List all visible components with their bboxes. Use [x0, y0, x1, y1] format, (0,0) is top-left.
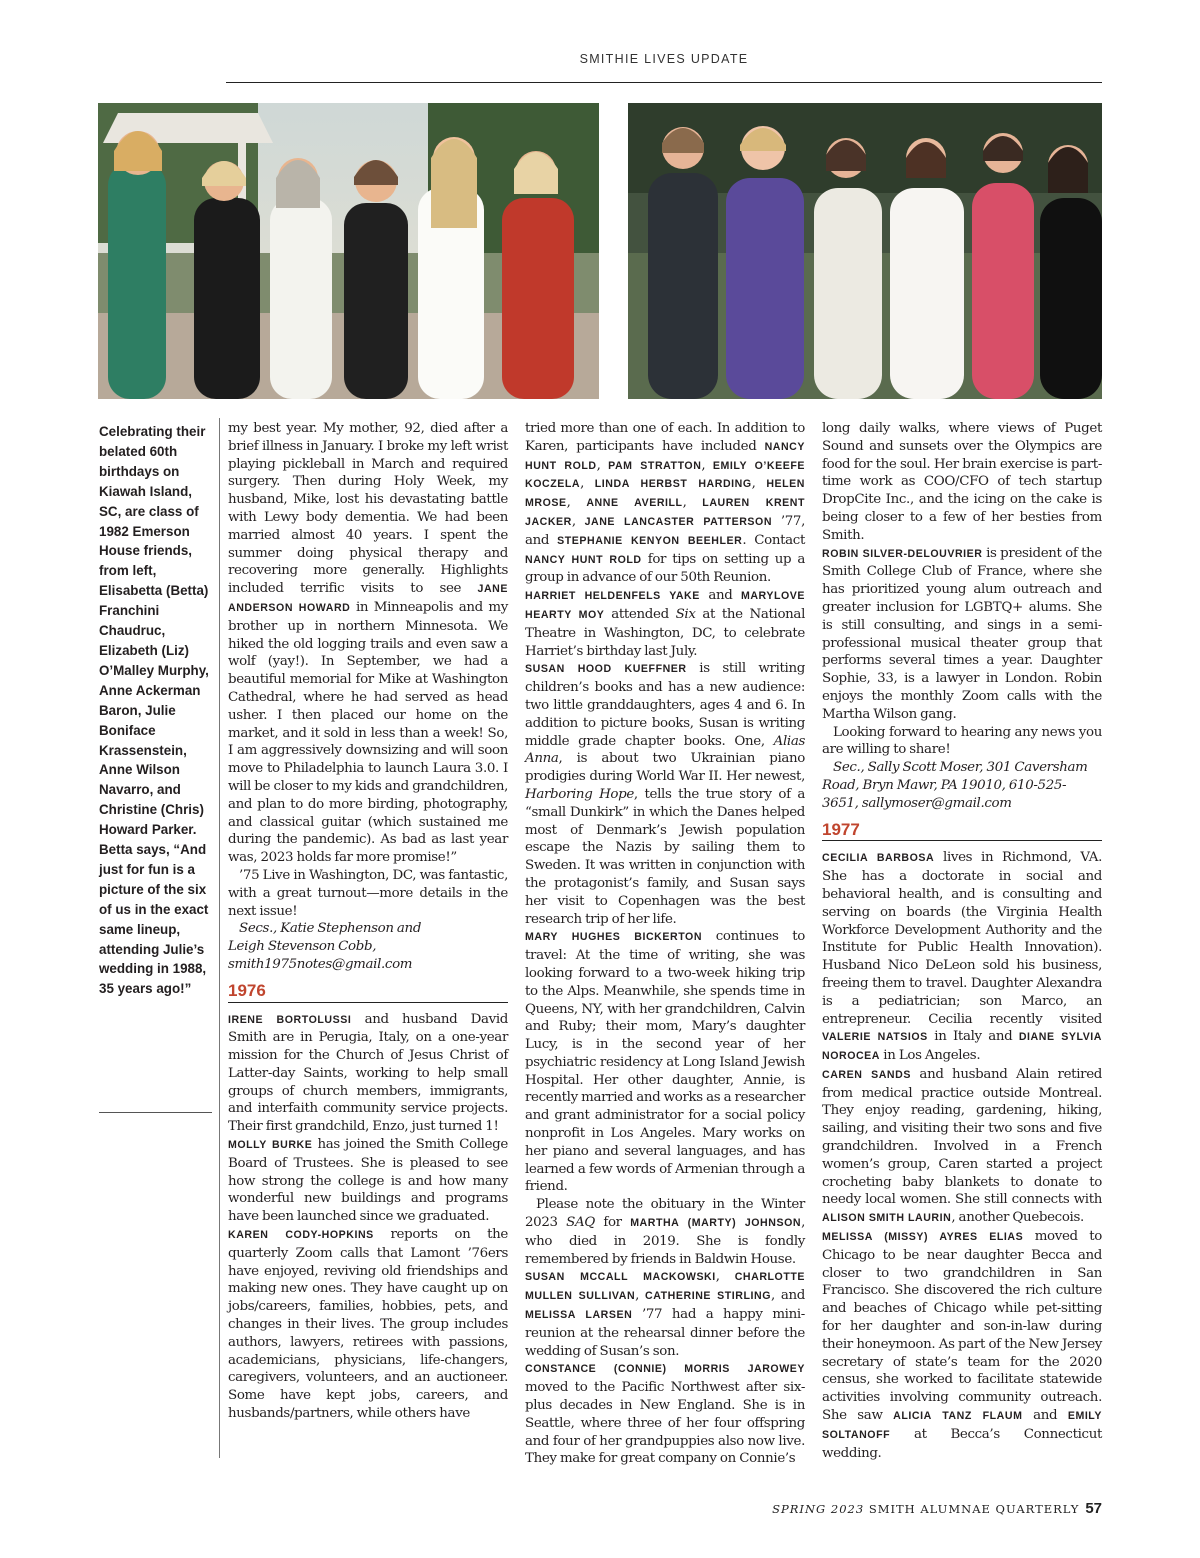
alum-name: MARTHA (MARTY) JOHNSON [630, 1217, 802, 1230]
text-run: . Contact [742, 532, 805, 548]
alum-name: EMILY O’KEEFE KOCZELA [525, 459, 805, 491]
section-title: SMITHIE LIVES UPDATE [579, 52, 749, 66]
alum-name: NANCY HUNT ROLD [525, 440, 805, 472]
paragraph [525, 587, 805, 660]
text-run: and husband Alain retired from medical practice outside Montreal. They enjoy reading, gardening, hiking, sailing, and visiting their two sons and five grandchildren. Involved in a French women’s group, Caren started a project crocheting baby blankets to donate to needy local women. She still connects with [822, 1066, 1102, 1208]
text-run: and husband David Smith are in Perugia, Italy, on a one-year mission for the Church of Jesus Christ of Latter-day Saints, working to help small groups of church members, immigrants, and interfaith community service projects. Their first grandchild, Enzo, just turned 1! [228, 1011, 508, 1135]
page-footer [772, 1500, 1102, 1517]
alum-name: ANNE AVERILL [586, 497, 683, 510]
text-run: ’77 had a happy mini-reunion at the rehearsal dinner before the wedding of Susan’s son. [525, 1307, 805, 1359]
title-run: SAQ [566, 1215, 595, 1231]
text-run: Leigh Stevenson Cobb, [228, 939, 377, 955]
text-run: is president of the Smith College Club of France, where she has prioritized young alum outreach and greater inclusion for LGBTQ+ alums. She is still consulting, and sings in a semi-professional musical theater group that performs several times a year. Daughter Sophie, 33, is a lawyer in London. Robin enjoys the monthly Zoom calls with the Martha Wilson gang. [822, 545, 1102, 722]
paragraph [822, 1228, 1102, 1462]
page-number: 57 [1085, 1500, 1102, 1517]
wedding-photo-1988-icon [628, 103, 1102, 399]
text-run: continues to travel: At the time of writing, she was looking forward to a two-week hiking trip to the Alps. Meanwhile, she spends time in Queens, NY, with her grandchildren, Calvin and Ruby; their mom, Mary’s daughter Lucy, is in the second year of her psychiatric residency at Long Island Jewish Hospital. Her other daughter, Annie, is recently married and works as a researcher and grant administrator for a social policy nonprofit in Los Angeles. Mary works on her piano and several languages, and has learned a few words of Armenian through a friend. [525, 929, 805, 1195]
text-run: attended [604, 606, 676, 622]
class-year-heading: 1976 [228, 978, 508, 1003]
alum-name: MOLLY BURKE [228, 1139, 313, 1152]
text-run: , and [771, 1288, 805, 1304]
alum-name: IRENE BORTOLUSSI [228, 1013, 352, 1026]
alum-name: LINDA HERBST HARDING [594, 478, 752, 491]
alum-name: EMILY SOLTANOFF [822, 1410, 1102, 1441]
paragraph [525, 1196, 805, 1268]
text-column-1 [228, 420, 508, 1423]
text-column-3 [822, 420, 1102, 1462]
paragraph [228, 1136, 508, 1226]
text-column-2 [525, 420, 805, 1468]
text-run: at Becca’s Connecticut wedding. [822, 1426, 1102, 1461]
text-run: , [580, 476, 595, 492]
paragraph [822, 1066, 1102, 1228]
issue-season: SPRING 2023 [772, 1502, 865, 1516]
text-run: has joined the Smith College Board of Trustees. She is pleased to see how strong the college is and how many wonderful new buildings and programs have been launched since we graduated. [228, 1137, 508, 1225]
text-run: in Los Angeles. [880, 1048, 981, 1064]
group-photo-2023-icon [98, 103, 599, 399]
text-run: reports on the quarterly Zoom calls that Lamont ’76ers have enjoyed, reviving old friendships and making new ones. They have caught up on jobs/careers, families, hobbies, pets, and changes in their lives. The group includes authors, lawyers, retirees with passions, academicians, physicians, life-changers, caregivers, volunteers, and an auctioneer. Some have kept jobs, careers, and husbands/partners, while others have [228, 1227, 509, 1422]
alum-name: MELISSA (MISSY) AYRES ELIAS [822, 1231, 1024, 1244]
photo-caption: Celebrating their belated 60th birthdays on Kiawah Island, SC, are class of 1982 Emerson House friends, from left, Elisabetta (Betta) Franchini Chaudruc, Elizabeth (Liz) O’Malley Murphy, Anne Ackerman Baron, Julie Boniface Krassenstein, Anne Wilson Navarro, and Christine (Chris) Howard Parker. Betta says, “And just for fun is a picture of the six of us in the exact same lineup, attending Julie’s wedding in 1988, 35 years ago!” [99, 424, 209, 997]
section-header [226, 52, 1102, 83]
text-run: in Minneapolis and my brother up in northern Minnesota. We hiked the old logging trails and even saw a wolf (yay!). In September, we had a beautiful memorial for Mike at Washington Cathedral, where he had served as head usher. I then placed our home on the market, and it sold in less than a week! So, I am aggressively downsizing and will soon move to Philadelphia to launch Laura 3.0. I will be closer to my kids and grandchildren, and plan to do more birding, photography, and classical guitar (which sustained me during the pandemic). As bad as last year was, 2023 holds far more promise!” [228, 599, 508, 866]
paragraph: long daily walks, where views of Puget Sound and sunsets over the Olympics are food for the soul. Her brain exercise is part-time work as COO/CFO of tech startup DropCite Inc., and the icing on the cake is being closer to a few of her besties from Smith. [822, 421, 1102, 543]
alum-name: ALICIA TANZ FLAUM [893, 1410, 1023, 1423]
text-run: Please note the obituary in the Winter 2023 [525, 1197, 805, 1231]
text-run: ’77, and [525, 513, 805, 548]
text-run: , is about two Ukrainian piano prodigies during World War II. Her newest, [525, 751, 805, 785]
paragraph [228, 420, 508, 867]
text-run: , [566, 495, 587, 511]
alum-name: VALERIE NATSIOS [822, 1031, 928, 1044]
paragraph [228, 1226, 508, 1423]
alum-name: CHARLOTTE MULLEN SULLIVAN [525, 1271, 805, 1303]
class-secretary [228, 920, 508, 973]
text-run: , [635, 1288, 646, 1304]
alum-name: MELISSA LARSEN [525, 1309, 633, 1322]
alum-name: CECILIA BARBOSA [822, 852, 935, 865]
text-run: , who died in 2019. She is fondly remembered by friends in Baldwin House. [525, 1215, 805, 1267]
paragraph: Looking forward to hearing any news you are willing to share! [822, 724, 1102, 758]
text-run: and [699, 588, 741, 604]
text-run: tried more than one of each. In addition to Karen, participants have included [525, 421, 805, 454]
alum-name: CONSTANCE (CONNIE) MORRIS JAROWEY [525, 1363, 805, 1376]
alum-name: HELEN MROSE [525, 478, 805, 510]
caption-divider [99, 1112, 212, 1113]
text-run: , tells the true story of a “small Dunkirk” in which the Danes helped most of Denmark’s Jewish population escape the Nazis by sailing them to Sweden. It was written in conjunction with the protagonist’s family, and Susan says her visit to Copenhagen was the best research trip of her life. [525, 786, 805, 927]
alum-name: CATHERINE STIRLING [645, 1290, 771, 1303]
alum-name: ROBIN SILVER-DELOUVRIER [822, 547, 983, 560]
paragraph [525, 1360, 805, 1468]
text-run: , [571, 513, 585, 529]
alum-name: MARY HUGHES BICKERTON [525, 931, 703, 944]
text-run: and [1022, 1408, 1068, 1424]
text-run: , [682, 495, 703, 511]
text-run: , [701, 457, 713, 473]
alum-name: STEPHANIE KENYON BEEHLER [557, 534, 743, 547]
text-run: for tips on setting up a group in advance of our 50th Reunion. [525, 551, 805, 586]
paragraph [525, 1268, 805, 1360]
title-run: Harboring Hope [525, 786, 634, 802]
alum-name: ALISON SMITH LAURIN [822, 1212, 952, 1225]
alum-name: HARRIET HELDENFELS YAKE [525, 590, 700, 603]
publication-name: SMITH ALUMNAE QUARTERLY [868, 1502, 1080, 1516]
text-run: , [751, 476, 767, 492]
paragraph: ’75 Live in Washington, DC, was fantastic, with a great turnout—more details in the next issue! [228, 867, 508, 919]
alum-name: NANCY HUNT ROLD [525, 553, 642, 566]
text-run: lives in Richmond, VA. She has a doctorate in social and behavioral health, and is consulting and serving on boards (the Virginia Health Workforce Development Authority and the Institute for Public Health Innovation). Husband Nico DeLeon sold his business, freeing them to travel. Daughter Alexandra is a pediatrician; son Marco, an entrepreneur. Cecilia recently visited [822, 850, 1102, 1027]
alum-name: CAREN SANDS [822, 1068, 911, 1081]
alum-name: JANE LANCASTER PATTERSON [584, 515, 773, 528]
title-run: Alias Anna [525, 733, 805, 767]
alum-name: MARYLOVE HEARTY MOY [525, 590, 805, 621]
paragraph [228, 1011, 508, 1137]
text-run: at the National Theatre in Washington, DC, to celebrate Harriet’s birthday last July. [525, 606, 806, 659]
alum-name: SUSAN MCCALL MACKOWSKI [525, 1271, 716, 1284]
text-run: is still writing children’s books and has a new audience: two little granddaughters, ages 4 and 6. In addition to picture books, Susan is writing middle grade chapter books. One, [525, 661, 805, 749]
text-run: , [715, 1269, 735, 1285]
text-run: , another Quebecois. [951, 1210, 1084, 1226]
text-run: in Italy and [927, 1029, 1019, 1045]
text-run: , [596, 457, 609, 473]
alum-name: PAM STRATTON [608, 459, 702, 472]
alum-name: JANE ANDERSON HOWARD [228, 583, 508, 614]
column-divider [219, 418, 220, 1458]
text-run: moved to the Pacific Northwest after six-plus decades in New England. She is in Seattle, where three of her four offspring and four of her grandpuppies also now live. They make for great company on Connie’s [525, 1380, 805, 1467]
paragraph [822, 545, 1102, 724]
text-run: Secs., Katie Stephenson and [239, 921, 422, 937]
class-year-heading: 1977 [822, 817, 1102, 842]
paragraph [822, 849, 1102, 1066]
alum-name: DIANE SYLVIA NOROCEA [822, 1031, 1103, 1063]
paragraph [525, 660, 805, 928]
text-run: for [594, 1215, 631, 1231]
alum-name: KAREN CODY-HOPKINS [228, 1229, 374, 1242]
text-run: smith1975notes@gmail.com [228, 956, 413, 972]
alum-name: SUSAN HOOD KUEFFNER [525, 663, 687, 676]
paragraph [525, 928, 805, 1196]
alum-name: LAUREN KRENT JACKER [525, 497, 805, 528]
paragraph [525, 420, 805, 587]
text-run: moved to Chicago to be near daughter Becca and closer to two grandchildren in San Francisco. She discovered the rich culture and beaches of Chicago while pet-sitting for her daughter and son-in-law during their honeymoon. As part of the New Jersey secretary of state’s team for the 2020 census, she worked to facilitate statewide activities involving community outreach. She saw [822, 1229, 1102, 1424]
class-secretary: Sec., Sally Scott Moser, 301 Caversham Road, Bryn Mawr, PA 19010, 610-525-3651, sallymoser@gmail.com [822, 760, 1088, 811]
text-run: my best year. My mother, 92, died after a brief illness in January. I broke my left wrist playing pickleball in March and required surgery. Then during Holy Week, my husband, Mike, lost his devastating battle with Lewy body dementia. We had been married almost 40 years. I spent the summer doing physical therapy and recovering more generally. Highlights included terrific visits to see [228, 421, 508, 597]
title-run: Six [675, 606, 696, 622]
